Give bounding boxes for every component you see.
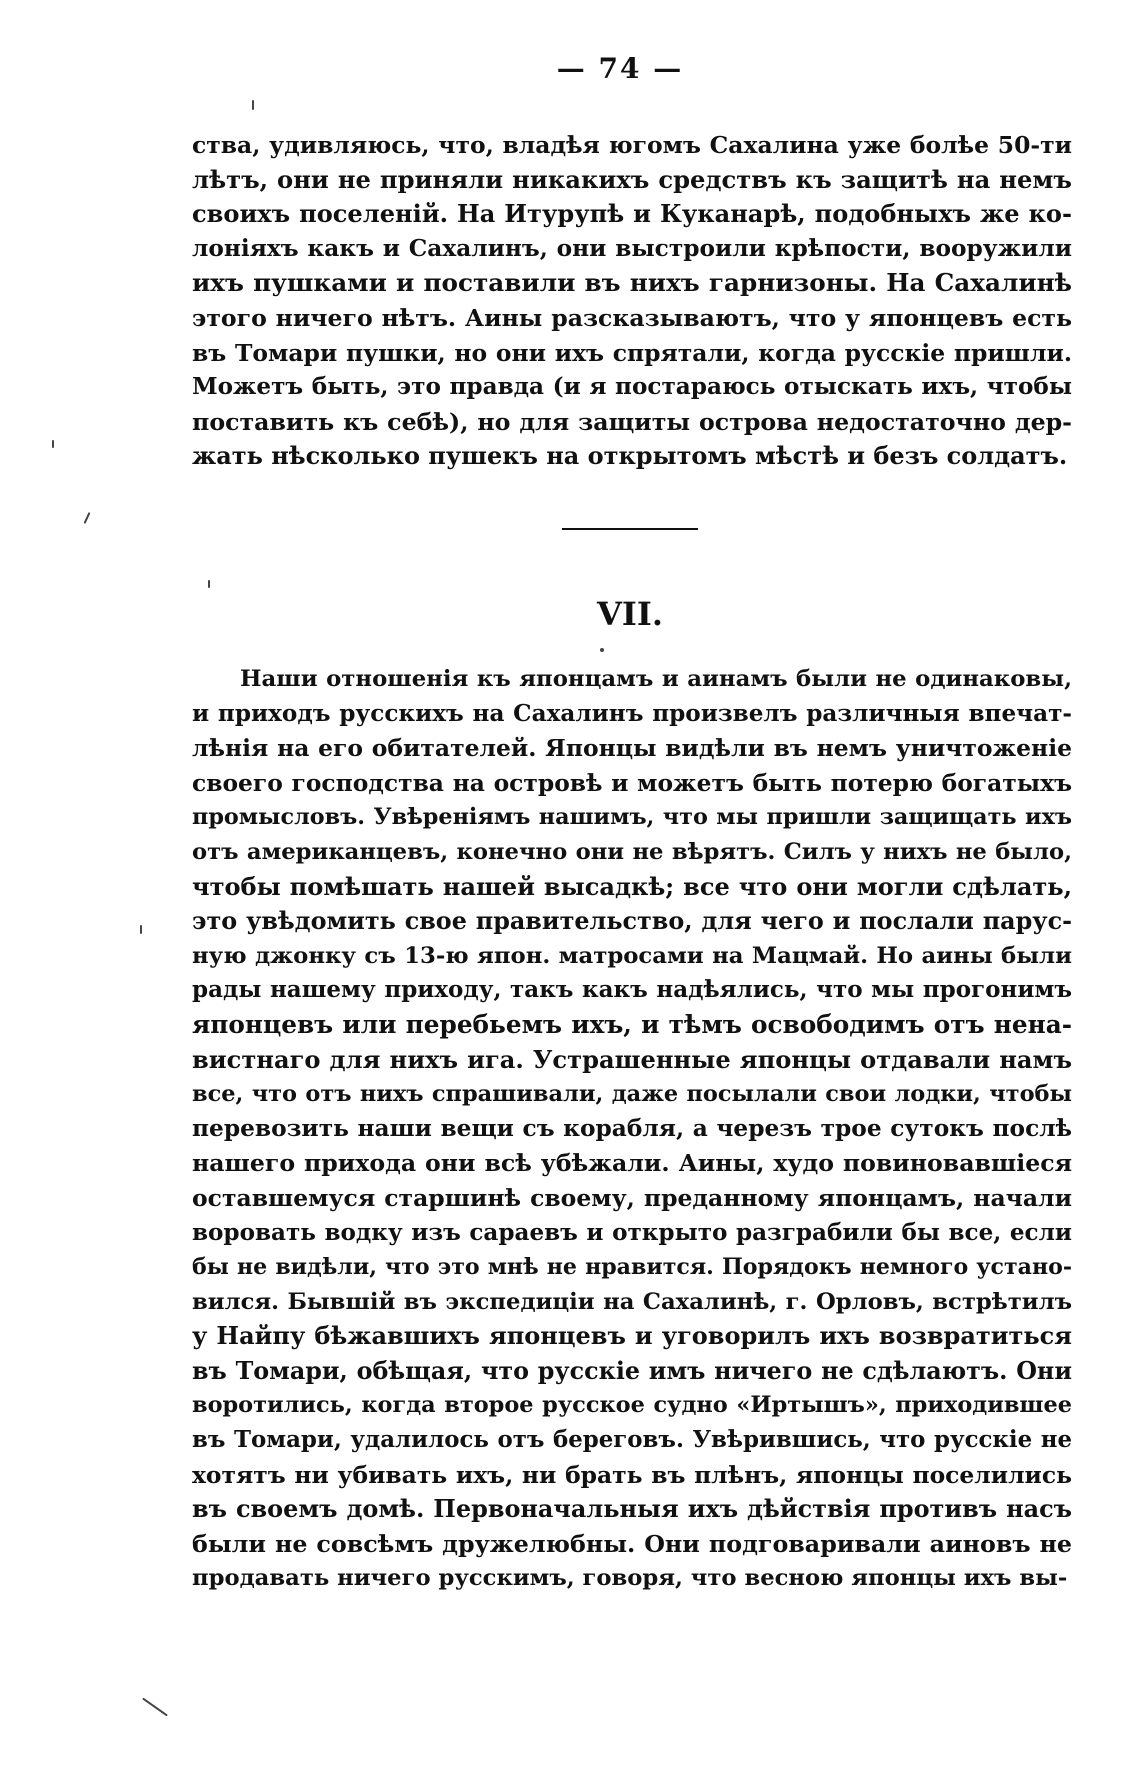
section-heading: VII.	[597, 595, 663, 633]
text-line: своего господства на островѣ и можетъ быть потерю богатыхъ	[192, 768, 1072, 797]
text-line: продавать ничего русскимъ, говоря, что весною японцы ихъ вы-	[192, 1565, 1068, 1592]
text-line: лоніяхъ какъ и Сахалинъ, они выстроили крѣпости, вооружили	[192, 234, 1072, 262]
text-line: лѣнія на его обитателей. Японцы видѣли въ немъ уничтоженіе	[192, 734, 1072, 763]
text-line: лѣтъ, они не приняли никакихъ средствъ къ защитѣ на немъ	[192, 164, 1072, 194]
text-line: хотятъ ни убивать ихъ, ни брать въ плѣнъ, японцы поселились	[192, 1460, 1072, 1489]
scan-speck	[84, 512, 91, 524]
text-line: ихъ пушками и поставили въ нихъ гарнизоны. На Сахалинѣ	[192, 268, 1072, 298]
text-line: ную джонку съ 13-ю япон. матросами на Мацмай. Но аины были	[192, 942, 1072, 969]
text-line: и приходъ русскихъ на Сахалинъ произвелъ различныя впечат-	[192, 699, 1072, 727]
text-line: отъ американцевъ, конечно они не вѣрятъ. Силъ у нихъ не было,	[192, 838, 1072, 865]
text-line: въ Томари, обѣщая, что русскіе имъ ничего не сдѣлаютъ. Они	[192, 1356, 1072, 1385]
scan-speck	[52, 440, 54, 448]
text-line: въ Томари, удалилось отъ береговъ. Увѣрившись, что русскіе не	[192, 1427, 1072, 1454]
text-line: чтобы помѣшать нашей высадкѣ; все что они могли сдѣлать,	[192, 871, 1072, 901]
scan-speck	[140, 925, 142, 934]
page-number: — 74 —	[556, 52, 684, 85]
scan-speck	[252, 100, 254, 110]
text-line: вистнаго для нихъ ига. Устрашенные японцы отдавали намъ	[192, 1044, 1072, 1074]
text-line: рады нашему приходу, такъ какъ надѣялись, что мы прогонимъ	[192, 976, 1072, 1004]
scan-speck	[142, 1698, 168, 1717]
paragraph-1	[192, 128, 1072, 474]
text-line: были не совсѣмъ дружелюбны. Они подговаривали аиновъ не	[192, 1529, 1072, 1558]
text-line: поставить къ себѣ), но для защиты острова недостаточно дер-	[192, 407, 1072, 436]
text-line: промысловъ. Увѣреніямъ нашимъ, что мы пришли защищать ихъ	[192, 804, 1072, 831]
text-line: вился. Бывшій въ экспедиціи на Сахалинѣ, г. Орловъ, встрѣтилъ	[192, 1288, 1072, 1315]
text-line: у Найпу бѣжавшихъ японцевъ и уговорилъ ихъ возвратиться	[192, 1321, 1072, 1351]
text-line: въ своемъ домѣ. Первоначальныя ихъ дѣйствія противъ насъ	[192, 1495, 1072, 1524]
text-line: Можетъ быть, это правда (и я постараюсь отыскать ихъ, чтобы	[192, 373, 1072, 401]
text-line: этого ничего нѣтъ. Аины разсказываютъ, что у японцевъ есть	[192, 303, 1072, 332]
section-divider	[562, 528, 698, 530]
text-line: своихъ поселеній. На Итурупѣ и Куканарѣ, подобныхъ же ко-	[192, 199, 1072, 229]
text-line: жать нѣсколько пушекъ на открытомъ мѣстѣ и безъ солдатъ.	[192, 441, 1068, 471]
text-line: все, что отъ нихъ спрашивали, даже посылали свои лодки, чтобы	[192, 1081, 1072, 1108]
text-line: японцевъ или перебьемъ ихъ, и тѣмъ освободимъ отъ нена-	[192, 1009, 1072, 1039]
text-line: оставшемуся старшинѣ своему, преданному японцамъ, начали	[192, 1183, 1072, 1212]
text-line: воровать водку изъ сараевъ и открыто разграбили бы все, если	[192, 1218, 1072, 1246]
scan-speck	[600, 648, 604, 652]
text-line: ства, удивляюсь, что, владѣя югомъ Сахалина уже болѣе 50-ти	[192, 131, 1072, 159]
text-line: воротились, когда второе русское судно «Иртышъ», приходившее	[192, 1392, 1072, 1419]
text-line: перевозить наши вещи съ корабля, а черезъ трое сутокъ послѣ	[192, 1114, 1072, 1142]
text-line: Наши отношенія къ японцамъ и аинамъ были не одинаковы,	[240, 666, 1072, 692]
text-line: это увѣдомить свое правительство, для чего и послали парус-	[192, 907, 1072, 936]
text-line: нашего прихода они всѣ убѣжали. Аины, худо повиновавшіеся	[192, 1149, 1072, 1178]
paragraph-2	[192, 662, 1072, 1596]
text-line: бы не видѣли, что это мнѣ не нравится. Порядокъ немного устано-	[192, 1254, 1072, 1281]
scan-speck	[208, 580, 210, 588]
text-line: въ Томари пушки, но они ихъ спрятали, когда русскіе пришли.	[192, 338, 1072, 367]
